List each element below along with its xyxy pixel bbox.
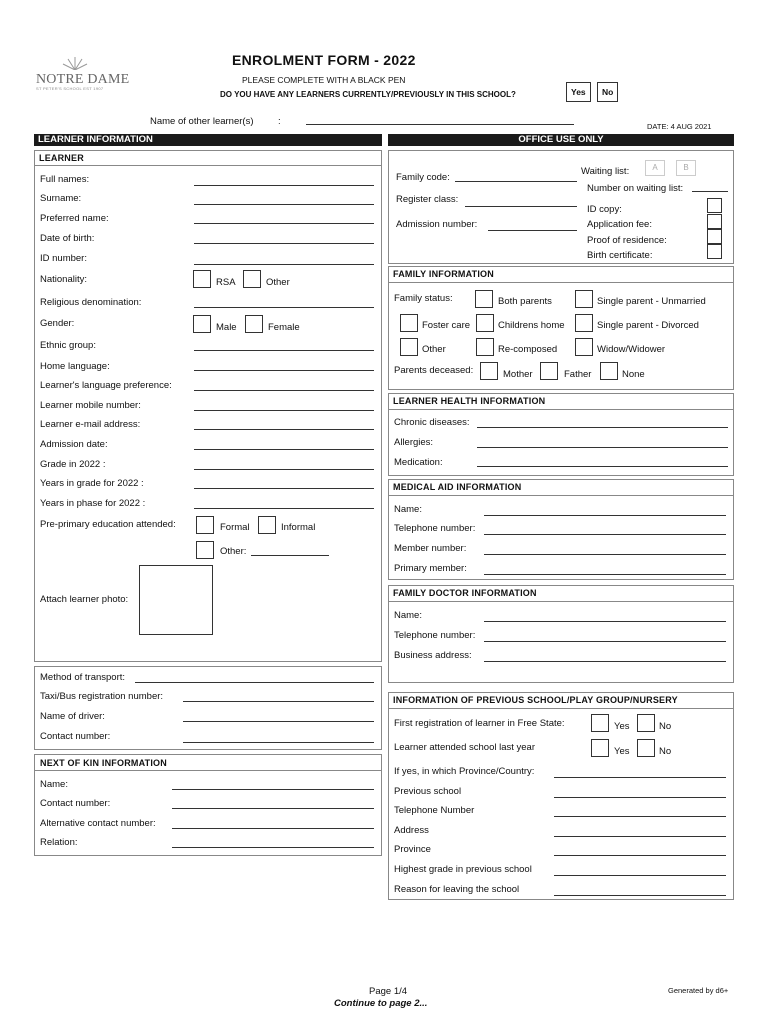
deceased-none-checkbox[interactable] <box>600 362 618 380</box>
doctor-heading: FAMILY DOCTOR INFORMATION <box>393 588 537 598</box>
number-waiting-label: Number on waiting list: <box>587 183 684 194</box>
application-fee-label: Application fee: <box>587 219 652 230</box>
deceased-father-label: Father <box>564 369 592 380</box>
medical-aid-heading: MEDICAL AID INFORMATION <box>393 482 522 492</box>
grade-label: Grade in 2022 : <box>40 459 106 470</box>
foster-care-checkbox[interactable] <box>400 314 418 332</box>
ethnic-group-field[interactable] <box>194 350 374 351</box>
admission-number-label: Admission number: <box>396 219 478 230</box>
office-use-bar: OFFICE USE ONLY <box>388 134 734 146</box>
previous-address-field[interactable] <box>554 836 726 837</box>
nationality-other-label: Other <box>266 277 290 288</box>
highest-grade-field[interactable] <box>554 875 726 876</box>
medication-field[interactable] <box>477 466 728 467</box>
recomposed-label: Re-composed <box>498 344 558 355</box>
medical-aid-name-field[interactable] <box>484 515 726 516</box>
date-of-birth-label: Date of birth: <box>40 233 95 244</box>
existing-learners-question: DO YOU HAVE ANY LEARNERS CURRENTLY/PREVIOUSLY IN THIS SCHOOL? <box>220 90 516 99</box>
single-unmarried-label: Single parent - Unmarried <box>597 296 706 307</box>
health-heading: LEARNER HEALTH INFORMATION <box>393 396 546 406</box>
language-pref-field[interactable] <box>194 390 374 391</box>
highest-grade-label: Highest grade in previous school <box>394 864 532 875</box>
kin-contact-label: Contact number: <box>40 798 111 809</box>
taxi-label: Taxi/Bus registration number: <box>40 691 164 702</box>
chronic-label: Chronic diseases: <box>394 417 470 428</box>
nationality-label: Nationality: <box>40 274 87 285</box>
family-heading: FAMILY INFORMATION <box>393 269 494 279</box>
deceased-none-label: None <box>622 369 645 380</box>
first-registration-yes-checkbox[interactable] <box>591 714 609 732</box>
gender-label: Gender: <box>40 318 75 329</box>
attended-no-checkbox[interactable] <box>637 739 655 757</box>
learner-photo-box[interactable] <box>139 565 213 635</box>
mobile-label: Learner mobile number: <box>40 400 141 411</box>
years-grade-field[interactable] <box>194 488 374 489</box>
religious-field[interactable] <box>194 307 374 308</box>
school-logo-name: NOTRE DAME <box>36 72 130 87</box>
application-fee-checkbox[interactable] <box>707 214 722 229</box>
attended-yes-label: Yes <box>614 746 630 757</box>
attended-yes-checkbox[interactable] <box>591 739 609 757</box>
pre-primary-informal-checkbox[interactable] <box>258 516 276 534</box>
waiting-list-label: Waiting list: <box>581 166 630 177</box>
pre-primary-formal-checkbox[interactable] <box>196 516 214 534</box>
admission-date-field[interactable] <box>194 449 374 450</box>
family-status-label: Family status: <box>394 293 453 304</box>
surname-label: Surname: <box>40 193 82 204</box>
gender-male-checkbox[interactable] <box>193 315 211 333</box>
other-learner-colon: : <box>278 116 281 127</box>
next-of-kin-heading: NEXT OF KIN INFORMATION <box>40 758 167 768</box>
home-language-field[interactable] <box>194 370 374 371</box>
form-title: ENROLMENT FORM - 2022 <box>232 52 416 68</box>
preferred-name-label: Preferred name: <box>40 213 109 224</box>
continue-text: Continue to page 2... <box>334 998 428 1009</box>
first-registration-no-checkbox[interactable] <box>637 714 655 732</box>
medical-aid-name-label: Name: <box>394 504 422 515</box>
doctor-telephone-label: Telephone number: <box>394 630 476 641</box>
generated-by: Generated by d6+ <box>668 986 729 995</box>
previous-telephone-label: Telephone Number <box>394 805 475 816</box>
transport-contact-label: Contact number: <box>40 731 111 742</box>
doctor-name-field[interactable] <box>484 621 726 622</box>
id-number-label: ID number: <box>40 253 87 264</box>
kin-contact-field[interactable] <box>172 808 374 809</box>
other-learner-field[interactable] <box>306 124 574 125</box>
pre-primary-label: Pre-primary education attended: <box>40 519 176 530</box>
member-number-label: Member number: <box>394 543 467 554</box>
kin-name-label: Name: <box>40 779 68 790</box>
existing-learners-yes[interactable]: Yes <box>566 82 591 102</box>
widow-checkbox[interactable] <box>575 338 593 356</box>
single-divorced-label: Single parent - Divorced <box>597 320 699 331</box>
gender-male-label: Male <box>216 322 237 333</box>
nationality-other-checkbox[interactable] <box>243 270 261 288</box>
other-learner-label: Name of other learner(s) <box>150 116 254 127</box>
home-language-label: Home language: <box>40 361 110 372</box>
learner-heading: LEARNER <box>39 153 84 163</box>
medication-label: Medication: <box>394 457 443 468</box>
kin-name-field[interactable] <box>172 789 374 790</box>
doctor-address-field[interactable] <box>484 661 726 662</box>
surname-field[interactable] <box>194 204 374 205</box>
allergies-field[interactable] <box>477 447 728 448</box>
childrens-home-checkbox[interactable] <box>476 314 494 332</box>
both-parents-checkbox[interactable] <box>475 290 493 308</box>
childrens-home-label: Childrens home <box>498 320 565 331</box>
widow-label: Widow/Widower <box>597 344 666 355</box>
school-logo-subtitle: ST PETER'S SCHOOL EST 1907 <box>36 86 104 91</box>
pre-primary-informal-label: Informal <box>281 522 316 533</box>
years-phase-label: Years in phase for 2022 : <box>40 498 146 509</box>
taxi-field[interactable] <box>183 701 374 702</box>
previous-school-field[interactable] <box>554 797 726 798</box>
pre-primary-other-field[interactable] <box>251 555 329 556</box>
transport-contact-field[interactable] <box>183 742 374 743</box>
reason-leaving-field[interactable] <box>554 895 726 896</box>
primary-member-label: Primary member: <box>394 563 467 574</box>
attended-label: Learner attended school last year <box>394 742 536 753</box>
waiting-list-b-box[interactable]: B <box>676 160 696 176</box>
primary-member-field[interactable] <box>484 574 726 575</box>
id-copy-checkbox[interactable] <box>707 198 722 213</box>
gender-female-checkbox[interactable] <box>245 315 263 333</box>
previous-province-field[interactable] <box>554 855 726 856</box>
waiting-list-a-box[interactable]: A <box>645 160 665 176</box>
form-date: DATE: 4 AUG 2021 <box>647 122 712 131</box>
kin-relation-field[interactable] <box>172 847 374 848</box>
pre-primary-other-label: Other: <box>220 546 247 557</box>
allergies-label: Allergies: <box>394 437 434 448</box>
member-number-field[interactable] <box>484 554 726 555</box>
doctor-telephone-field[interactable] <box>484 641 726 642</box>
previous-telephone-field[interactable] <box>554 816 726 817</box>
preferred-name-field[interactable] <box>194 223 374 224</box>
number-waiting-field[interactable] <box>692 191 728 192</box>
grade-field[interactable] <box>194 469 374 470</box>
driver-label: Name of driver: <box>40 711 105 722</box>
deceased-mother-label: Mother <box>503 369 533 380</box>
birth-cert-label: Birth certificate: <box>587 250 653 261</box>
attended-no-label: No <box>659 746 672 757</box>
deceased-father-checkbox[interactable] <box>540 362 558 380</box>
doctor-name-label: Name: <box>394 610 422 621</box>
single-unmarried-checkbox[interactable] <box>575 290 593 308</box>
previous-school-label: Previous school <box>394 786 462 797</box>
province-country-field[interactable] <box>554 777 726 778</box>
ethnic-group-label: Ethnic group: <box>40 340 96 351</box>
proof-residence-label: Proof of residence: <box>587 235 667 246</box>
register-class-label: Register class: <box>396 194 459 205</box>
religious-label: Religious denomination: <box>40 297 142 308</box>
gender-female-label: Female <box>268 322 300 333</box>
school-logo-icon <box>62 56 88 70</box>
nationality-rsa-label: RSA <box>216 277 236 288</box>
first-registration-no-label: No <box>659 721 672 732</box>
single-divorced-checkbox[interactable] <box>575 314 593 332</box>
family-code-field[interactable] <box>455 181 577 182</box>
mobile-field[interactable] <box>194 410 374 411</box>
admission-date-label: Admission date: <box>40 439 108 450</box>
previous-province-label: Province <box>394 844 431 855</box>
family-other-label: Other <box>422 344 446 355</box>
pre-primary-other-checkbox[interactable] <box>196 541 214 559</box>
years-phase-field[interactable] <box>194 508 374 509</box>
kin-relation-label: Relation: <box>40 837 78 848</box>
parents-deceased-label: Parents deceased: <box>394 365 474 376</box>
reason-leaving-label: Reason for leaving the school <box>394 884 520 895</box>
driver-field[interactable] <box>183 721 374 722</box>
birth-cert-checkbox[interactable] <box>707 244 722 259</box>
province-country-label: If yes, in which Province/Country: <box>394 766 535 777</box>
recomposed-checkbox[interactable] <box>476 338 494 356</box>
full-names-field[interactable] <box>194 185 374 186</box>
foster-care-label: Foster care <box>422 320 471 331</box>
admission-number-field[interactable] <box>488 230 577 231</box>
first-registration-label: First registration of learner in Free State: <box>394 718 565 729</box>
register-class-field[interactable] <box>465 206 577 207</box>
previous-address-label: Address <box>394 825 429 836</box>
full-names-label: Full names: <box>40 174 90 185</box>
nationality-rsa-checkbox[interactable] <box>193 270 211 288</box>
both-parents-label: Both parents <box>498 296 552 307</box>
years-grade-label: Years in grade for 2022 : <box>40 478 144 489</box>
id-number-field[interactable] <box>194 264 374 265</box>
deceased-mother-checkbox[interactable] <box>480 362 498 380</box>
email-label: Learner e-mail address: <box>40 419 141 430</box>
family-code-label: Family code: <box>396 172 450 183</box>
language-pref-label: Learner's language preference: <box>40 380 172 391</box>
pre-primary-formal-label: Formal <box>220 522 250 533</box>
date-of-birth-field[interactable] <box>194 243 374 244</box>
kin-alt-contact-field[interactable] <box>172 828 374 829</box>
proof-residence-checkbox[interactable] <box>707 229 722 244</box>
email-field[interactable] <box>194 429 374 430</box>
transport-method-field[interactable] <box>135 682 374 683</box>
family-other-checkbox[interactable] <box>400 338 418 356</box>
existing-learners-no[interactable]: No <box>597 82 618 102</box>
learner-information-bar: LEARNER INFORMATION <box>34 134 382 146</box>
kin-alt-contact-label: Alternative contact number: <box>40 818 156 829</box>
photo-label: Attach learner photo: <box>40 594 129 605</box>
id-copy-label: ID copy: <box>587 204 622 215</box>
first-registration-yes-label: Yes <box>614 721 630 732</box>
instruction-text: PLEASE COMPLETE WITH A BLACK PEN <box>242 75 406 85</box>
transport-method-label: Method of transport: <box>40 672 126 683</box>
chronic-field[interactable] <box>477 427 728 428</box>
medical-aid-telephone-label: Telephone number: <box>394 523 476 534</box>
medical-aid-telephone-field[interactable] <box>484 534 726 535</box>
previous-school-heading: INFORMATION OF PREVIOUS SCHOOL/PLAY GROUP/NURSERY <box>393 695 678 705</box>
doctor-address-label: Business address: <box>394 650 472 661</box>
page-number: Page 1/4 <box>369 986 408 997</box>
